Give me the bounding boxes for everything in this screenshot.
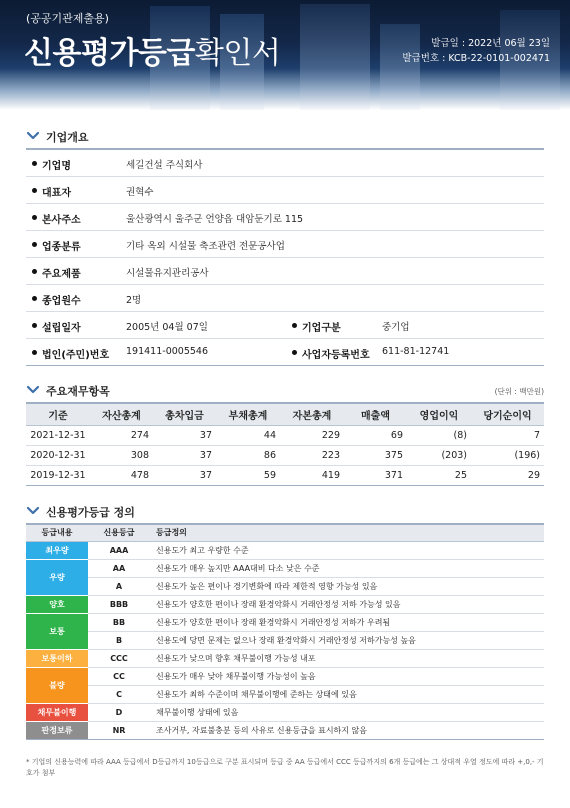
- grade-code: BBB: [88, 595, 150, 613]
- table-cell: 37: [153, 465, 216, 485]
- field-label: 주요제품: [42, 269, 81, 280]
- table-row: [26, 721, 544, 739]
- column-header: 총차입금: [153, 403, 216, 425]
- grade-description: 신용도가 양호한 편이나 장래 환경악화시 거래안정성 저하 가능성 있음: [150, 595, 544, 613]
- unit-note: (단위 : 백만원): [494, 387, 544, 396]
- grade-code: CCC: [88, 649, 150, 667]
- table-cell: 229: [280, 425, 344, 445]
- overview-row: [26, 339, 544, 366]
- grade-code: BB: [88, 613, 150, 631]
- grade-category-label: 최우량: [26, 541, 88, 559]
- grade-description: 신용도가 낮으며 향후 채무불이행 가능성 내포: [150, 649, 544, 667]
- table-row: [26, 595, 544, 613]
- header-building-graphic: [300, 4, 370, 110]
- table-cell: 478: [90, 465, 153, 485]
- grade-description: 신용도가 매우 낮아 채무불이행 가능성이 높음: [150, 667, 544, 685]
- bullet-icon: [32, 242, 37, 247]
- column-header: 자산총계: [90, 403, 153, 425]
- chevron-down-icon: [26, 505, 40, 517]
- bullet-icon: [32, 161, 37, 166]
- column-header: 등급정의: [150, 524, 544, 541]
- company-type: 중기업: [382, 322, 410, 333]
- footnote: * 기업의 신용능력에 따라 AAA 등급에서 D등급까지 10등급으로 구분 표시되며 등급 중 AA 등급에서 CCC 등급까지의 6개 등급에는 그 상대적 우열 정도에 따라 +,0,- 기호가 첨부: [26, 758, 544, 777]
- grade-description: 신용도에 당면 문제는 없으나 장래 환경악화시 거래안정성 저하가능성 높음: [150, 631, 544, 649]
- field-label: 법인(주민)번호: [42, 350, 110, 361]
- column-header: 부채총계: [216, 403, 280, 425]
- section-header-overview: [26, 128, 544, 144]
- field-label: 기업구분: [302, 323, 341, 334]
- table-cell: 29: [471, 465, 544, 485]
- section-header-financial: [26, 382, 544, 398]
- table-row: [26, 649, 544, 667]
- column-header: 기준: [26, 403, 90, 425]
- ceo-name: 권혁수: [126, 187, 154, 198]
- bullet-icon: [32, 296, 37, 301]
- overview-row: [26, 177, 544, 204]
- industry: 기타 옥외 시설물 축조관련 전문공사업: [126, 241, 285, 252]
- column-header: 등급내용: [26, 524, 88, 541]
- field-label: 사업자등록번호: [302, 350, 370, 361]
- field-label: 설립일자: [42, 323, 81, 334]
- grade-code: D: [88, 703, 150, 721]
- grade-description: 채무불이행 상태에 있음: [150, 703, 544, 721]
- overview-row: [26, 150, 544, 177]
- bullet-icon: [292, 323, 297, 328]
- bullet-icon: [32, 350, 37, 355]
- grade-description: 신용도가 최고 우량한 수준: [150, 541, 544, 559]
- grade-description: 신용도가 양호한 편이나 장래 환경악화시 거래안정성 저하가 우려됨: [150, 613, 544, 631]
- table-cell: 274: [90, 425, 153, 445]
- grade-category-label: 채무불이행: [26, 703, 88, 721]
- table-cell: 2019-12-31: [26, 465, 90, 485]
- table-row: [26, 425, 544, 445]
- table-cell: 7: [471, 425, 544, 445]
- table-cell: 2021-12-31: [26, 425, 90, 445]
- employee-count: 2명: [126, 295, 142, 306]
- overview-row: [26, 285, 544, 312]
- table-cell: 2020-12-31: [26, 445, 90, 465]
- main-product: 시설물유지관리공사: [126, 268, 209, 279]
- table-row: [26, 577, 544, 595]
- table-row: [26, 559, 544, 577]
- company-address: 울산광역시 울주군 언양읍 대암둔기로 115: [126, 214, 304, 225]
- issue-date: 발급일 : 2022년 06월 23일: [431, 38, 550, 49]
- table-cell: 37: [153, 425, 216, 445]
- grade-category-label: 판정보류: [26, 721, 88, 739]
- table-row: [26, 541, 544, 559]
- table-row: [26, 465, 544, 485]
- grade-code: AA: [88, 559, 150, 577]
- grade-code: B: [88, 631, 150, 649]
- column-header: 매출액: [344, 403, 407, 425]
- table-row: [26, 445, 544, 465]
- section-title: 기업개요: [46, 131, 89, 144]
- table-cell: 308: [90, 445, 153, 465]
- table-cell: (8): [407, 425, 471, 445]
- table-header-row: [26, 403, 544, 425]
- bullet-icon: [32, 323, 37, 328]
- grade-category-label: 우량: [26, 559, 88, 595]
- overview-row: [26, 312, 544, 339]
- table-cell: 371: [344, 465, 407, 485]
- bullet-icon: [32, 215, 37, 220]
- table-row: [26, 613, 544, 631]
- issue-number: 발급번호 : KCB-22-0101-002471: [402, 53, 550, 64]
- section-header-grades: [26, 503, 544, 519]
- table-header-row: [26, 524, 544, 541]
- table-cell: (203): [407, 445, 471, 465]
- overview-row: [26, 204, 544, 231]
- table-cell: 44: [216, 425, 280, 445]
- corporate-number: 191411-0005546: [126, 346, 209, 357]
- issue-info: [402, 36, 550, 66]
- grade-description: 신용도가 매우 높지만 AAA대비 다소 낮은 수준: [150, 559, 544, 577]
- column-header: 신용등급: [88, 524, 150, 541]
- field-label: 대표자: [42, 188, 71, 199]
- table-row: [26, 667, 544, 685]
- grade-category-label: 양호: [26, 595, 88, 613]
- table-cell: (196): [471, 445, 544, 465]
- company-name: 세길건설 주식회사: [126, 160, 203, 171]
- chevron-down-icon: [26, 384, 40, 396]
- grade-code: CC: [88, 667, 150, 685]
- table-row: [26, 631, 544, 649]
- business-registration-number: 611-81-12741: [382, 346, 450, 357]
- table-cell: 223: [280, 445, 344, 465]
- section-title: 신용평가등급 정의: [46, 506, 135, 519]
- table-cell: 419: [280, 465, 344, 485]
- table-cell: 69: [344, 425, 407, 445]
- table-cell: 25: [407, 465, 471, 485]
- table-cell: 59: [216, 465, 280, 485]
- grade-definition-table: [26, 523, 544, 740]
- bullet-icon: [292, 350, 297, 355]
- grade-description: 신용도가 높은 편이나 경기변화에 따라 제한적 영향 가능성 있음: [150, 577, 544, 595]
- overview-row: [26, 231, 544, 258]
- field-label: 종업원수: [42, 296, 81, 307]
- grade-description: 조사거부, 자료불충분 등의 사유로 신용등급을 표시하지 않음: [150, 721, 544, 739]
- grade-category-label: 보통: [26, 613, 88, 649]
- document-title-light: 확인서: [194, 36, 281, 71]
- field-label: 업종분류: [42, 242, 81, 253]
- column-header: 영업이익: [407, 403, 471, 425]
- grade-code: C: [88, 685, 150, 703]
- grade-category-label: 불량: [26, 667, 88, 703]
- table-cell: 86: [216, 445, 280, 465]
- document-header: [0, 0, 570, 110]
- grade-category-label: 보통이하: [26, 649, 88, 667]
- financial-table: [26, 402, 544, 486]
- bullet-icon: [32, 269, 37, 274]
- grade-code: NR: [88, 721, 150, 739]
- founded-date: 2005년 04월 07일: [126, 322, 208, 333]
- document-subtitle: (공공기관제출용): [26, 12, 109, 25]
- field-label: 본사주소: [42, 215, 81, 226]
- chevron-down-icon: [26, 130, 40, 142]
- grade-description: 신용도가 최하 수준이며 채무불이행에 준하는 상태에 있음: [150, 685, 544, 703]
- table-row: [26, 685, 544, 703]
- table-cell: 37: [153, 445, 216, 465]
- overview-row: [26, 258, 544, 285]
- grade-code: A: [88, 577, 150, 595]
- column-header: 자본총계: [280, 403, 344, 425]
- table-cell: 375: [344, 445, 407, 465]
- section-title: 주요재무항목: [46, 385, 110, 398]
- bullet-icon: [32, 188, 37, 193]
- field-label: 기업명: [42, 161, 71, 172]
- column-header: 당기순이익: [471, 403, 544, 425]
- document-title: [24, 28, 280, 72]
- document-title-bold: 신용평가등급: [24, 36, 195, 71]
- grade-code: AAA: [88, 541, 150, 559]
- table-row: [26, 703, 544, 721]
- company-overview: [26, 148, 544, 364]
